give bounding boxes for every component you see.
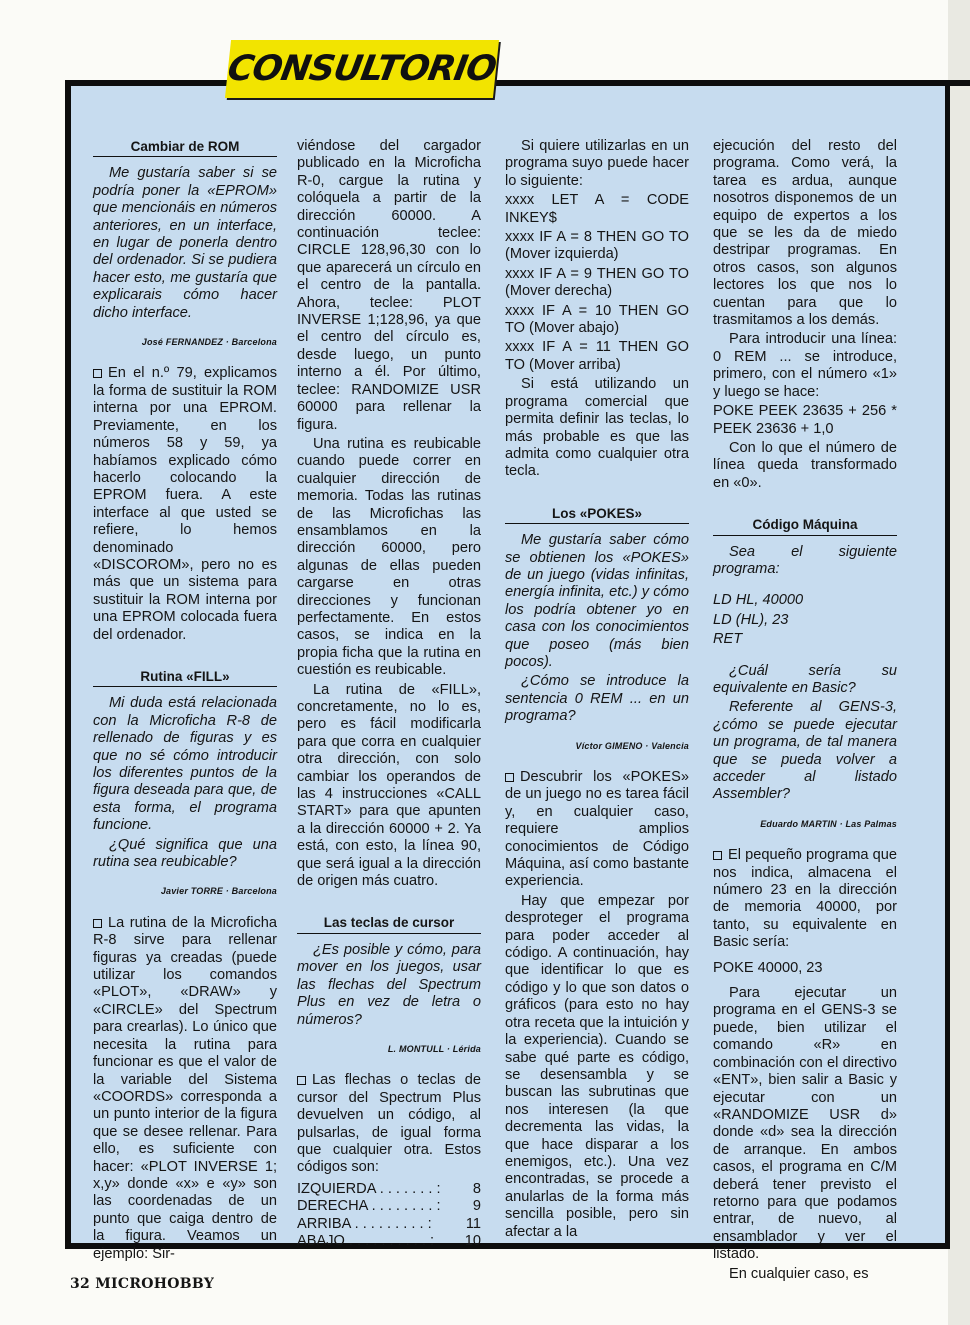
answer-fill: La rutina de la Microficha R-8 sirve para rellenar figuras ya creadas (puede utilizar los comandos «PLOT», «DRAW» y «CIRCLE» del Spectrum para crearlas). Lo único que necesita la rutina para funcionar es que el valor de la variable del Sistema «COORDS» corresponda a un punto interior de la figura que se desee rellenar. Para ello, es suficiente con hacer: «PLOT INVERSE 1; x,y» donde «x» e «y» son las coordenadas de un punto que caiga dentro de la figura. Veamos un ejemplo: Sir- — [93, 914, 277, 1262]
answer-cm-2: Para ejecutar un programa en el GENS-3 se puede, bien utilizar el comando «R» en combinación con el directivo «ENT», bien salir a Basic y ejecutar con un «RANDOMIZE USR d» donde «d» sea la dirección de arranque. En ambos casos, el programa en C/M deberá tener previsto el retorno para que podamos entrar, de nuevo, al ensamblador y ver el listado. — [713, 985, 897, 1263]
answer-cm: El pequeño programa que nos indica, almacena el número 23 en la dirección de memoria 40000, por tanto, su equivalente en Basic sería: — [713, 847, 897, 951]
question-cm-1: Sea el siguiente programa: — [713, 543, 897, 577]
answer-marker-icon — [505, 773, 514, 782]
code-row: ABAJO . . . . . . . . . . : 10 — [297, 1232, 481, 1249]
answer-pokes: Descubrir los «POKES» de un juego no es tarea fácil y, en cualquier caso, requiere amplios conocimientos de Código Máquina, así como bastante experiencia. — [505, 769, 689, 890]
frame-left-rule — [65, 80, 71, 1249]
answer-marker-icon — [93, 369, 102, 378]
answer-marker-icon — [93, 919, 102, 928]
section-title: CONSULTORIO — [224, 49, 500, 89]
asm-line: LD HL, 40000 — [713, 592, 804, 609]
frame-right-rule — [945, 80, 950, 1249]
answer-marker-icon — [297, 1076, 306, 1085]
heading-cambiar-rom: Cambiar de ROM — [93, 138, 277, 157]
question-cursor: ¿Es posible y cómo, para mover en los juegos, usar las flechas del Spectrum Plus en vez de letra o números? — [297, 941, 481, 1028]
cursor-usage-intro: Si quiere utilizarlas en un programa suyo puede hacer lo siguiente: — [505, 138, 689, 189]
fill-modify-paragraph: La rutina de «FILL», concretamente, no lo es, pero es fácil modificarla para que corra en cualquier otra dirección, con solo cambiar los operandos de las 4 instrucciones «CALL START» para que apunten a la dirección 60000 + 2. Ya está, con esto, la línea 90, que será igual a la dirección de origen más cuatro. — [297, 681, 481, 890]
frame-top-rule — [65, 80, 970, 86]
code-line: xxxx IF A = 9 THEN GO TO (Mover derecha) — [505, 265, 689, 300]
asm-line: LD (HL), 23 — [713, 611, 789, 628]
question-pokes-2: ¿Cómo se introduce la sentencia 0 REM ... en un programa? — [505, 673, 689, 725]
question-cm-3: Referente al GENS-3, ¿cómo se puede ejecutar un programa, de tal manera que se pueda volver a acceder al listado Assembler? — [713, 699, 897, 803]
column-2 — [297, 138, 481, 1254]
code-line: xxxx IF A = 11 THEN GO TO (Mover arriba) — [505, 339, 689, 373]
commercial-program-paragraph: Si está utilizando un programa comercial que permita definir las teclas, lo más probable es que las admita como cualquier otra tecla. — [505, 376, 689, 480]
code-line: xxxx IF A = 10 THEN GO TO (Mover abajo) — [505, 302, 689, 337]
poke-line: POKE PEEK 23635 + 256 * PEEK 23636 + 1,0 — [713, 403, 897, 437]
page-footer: 32 MICROHOBBY — [70, 1276, 215, 1292]
signature-cm: Eduardo MARTIN · Las Palmas — [760, 818, 897, 829]
cursor-code-table — [297, 1181, 481, 1251]
asm-line: RET — [713, 631, 743, 648]
code-line: xxxx LET A = CODE INKEY$ — [505, 192, 689, 226]
answer-rom: En el n.º 79, explicamos la forma de sustituir la ROM interna por una EPROM. Previamente, en los números 58 y 59, ya habíamos explicado cómo hacerlo colocando la EPROM fuera. A este interface al que usted se refiere, lo hemos denominado «DISCOROM», pero no es más que un sistema para sustituir la ROM interna por una EPROM colocada fuera del ordenador. — [93, 365, 277, 643]
pokes-continuation: ejecución del resto del programa. Como verá, la tarea es ardua, aunque nosotros disponemos de un equipo de expertos a los que se les da de miedo destripar programas. En otros casos, son algunos lectores los que nos lo cuentan para que lo trasmitamos a los demás. — [713, 138, 897, 329]
code-row: IZQUIERDA . . . . . . . : 8 — [297, 1180, 481, 1197]
column-1 — [93, 138, 277, 1265]
answer-cursor: Las flechas o teclas de cursor del Spectrum Plus devuelven un código, al pulsarlas, de igual forma que cualquier otra. Estos códigos son: — [297, 1072, 481, 1176]
signature-rom: José FERNANDEZ · Barcelona — [141, 337, 277, 348]
heading-teclas-cursor: Las teclas de cursor — [297, 914, 481, 933]
signature-cursor: L. MONTULL · Lérida — [387, 1043, 481, 1054]
rem-paragraph: Para introducir una línea: 0 REM ... se introduce, primero, con el número «1» y luego se hace: — [713, 331, 897, 400]
signature-fill: Javier TORRE · Barcelona — [160, 886, 277, 897]
question-pokes-1: Me gustaría saber cómo se obtienen los «POKES» de un juego (vidas infinitas, energía infinita, etc.) y cómo los podría obtener yo en casa con los conocimientos que poseo (más bien pocos). — [505, 532, 689, 670]
heading-pokes: Los «POKES» — [505, 505, 689, 524]
rem-result-paragraph: Con lo que el número de línea queda transformado en «0». — [713, 439, 897, 491]
question-fill-1: Mi duda está relacionada con la Microficha R-8 de rellenado de figuras y es que no sé cómo introducir los diferentes puntos de la figura deseada para que, de esta forma, el programa funcione. — [93, 695, 277, 834]
fill-continuation: viéndose del cargador publicado en la Microficha R-0, cargue la rutina y colóquela a partir de la dirección 60000. A continuación teclee: CIRCLE 128,96,30 con lo que aparecerá un círculo en el centro de la pantalla. Ahora, teclee: PLOT INVERSE 1;128,96, ya que el centro del círculo es, desde luego, un punto interno a él. Por último, teclee: RANDOMIZE USR 60000 para rellenar la figura. — [297, 138, 481, 433]
section-banner — [225, 40, 499, 98]
answer-pokes-2: Hay que empezar por desproteger el programa para poder acceder al código. A continuación, hay que identificar lo que es código y lo que son datos o gráficos (para esto no hay otra receta que la intuición y la experiencia). Cuando se sabe qué parte es código, se desensambla y se buscan las subrutinas que nos interesen (la que decrementa las vidas, la que hace disparar a los enemigos, etc.). Una vez encontradas, se procede a anularlas de la forma más sencilla posible, pero sin afectar a la — [505, 892, 689, 1240]
code-row: DERECHA . . . . . . . . : 9 — [297, 1198, 481, 1215]
question-cm-2: ¿Cuál sería su equivalente en Basic? — [713, 662, 897, 696]
reubicable-paragraph: Una rutina es reubicable cuando puede correr en cualquier dirección de memoria. Todas las rutinas de las Microfichas las ensamblamos en la dirección 60000, pero algunas de ellas pueden cargarse en otras direcciones y funcionan perfectamente. En estos casos, se indica en la propia ficha que la rutina en cuestión es reubicable. — [297, 435, 481, 679]
question-rom: Me gustaría saber si se podría poner la «EPROM» que mencionáis en números anteriores, en un interface, en lugar de ponerla dentro del ordenador. Si se pudiera hacer esto, me gustaría que explicarais cómo hacer dicho interface. — [93, 165, 277, 321]
answer-cm-3: En cualquier caso, es — [729, 1265, 869, 1282]
basic-line: POKE 40000, 23 — [713, 959, 823, 976]
column-4 — [713, 138, 897, 1285]
column-3 — [505, 138, 689, 1243]
heading-codigo-maquina: Código Máquina — [713, 516, 897, 535]
code-line: xxxx IF A = 8 THEN GO TO (Mover izquierda) — [505, 229, 689, 263]
signature-pokes: Víctor GIMENO · Valencia — [575, 740, 689, 751]
code-row: ARRIBA . . . . . . . . . : 11 — [297, 1215, 481, 1232]
answer-marker-icon — [713, 851, 722, 860]
heading-rutina-fill: Rutina «FILL» — [93, 668, 277, 687]
question-fill-2: ¿Qué significa que una rutina sea reubicable? — [93, 836, 277, 871]
page-edge — [948, 0, 970, 1325]
